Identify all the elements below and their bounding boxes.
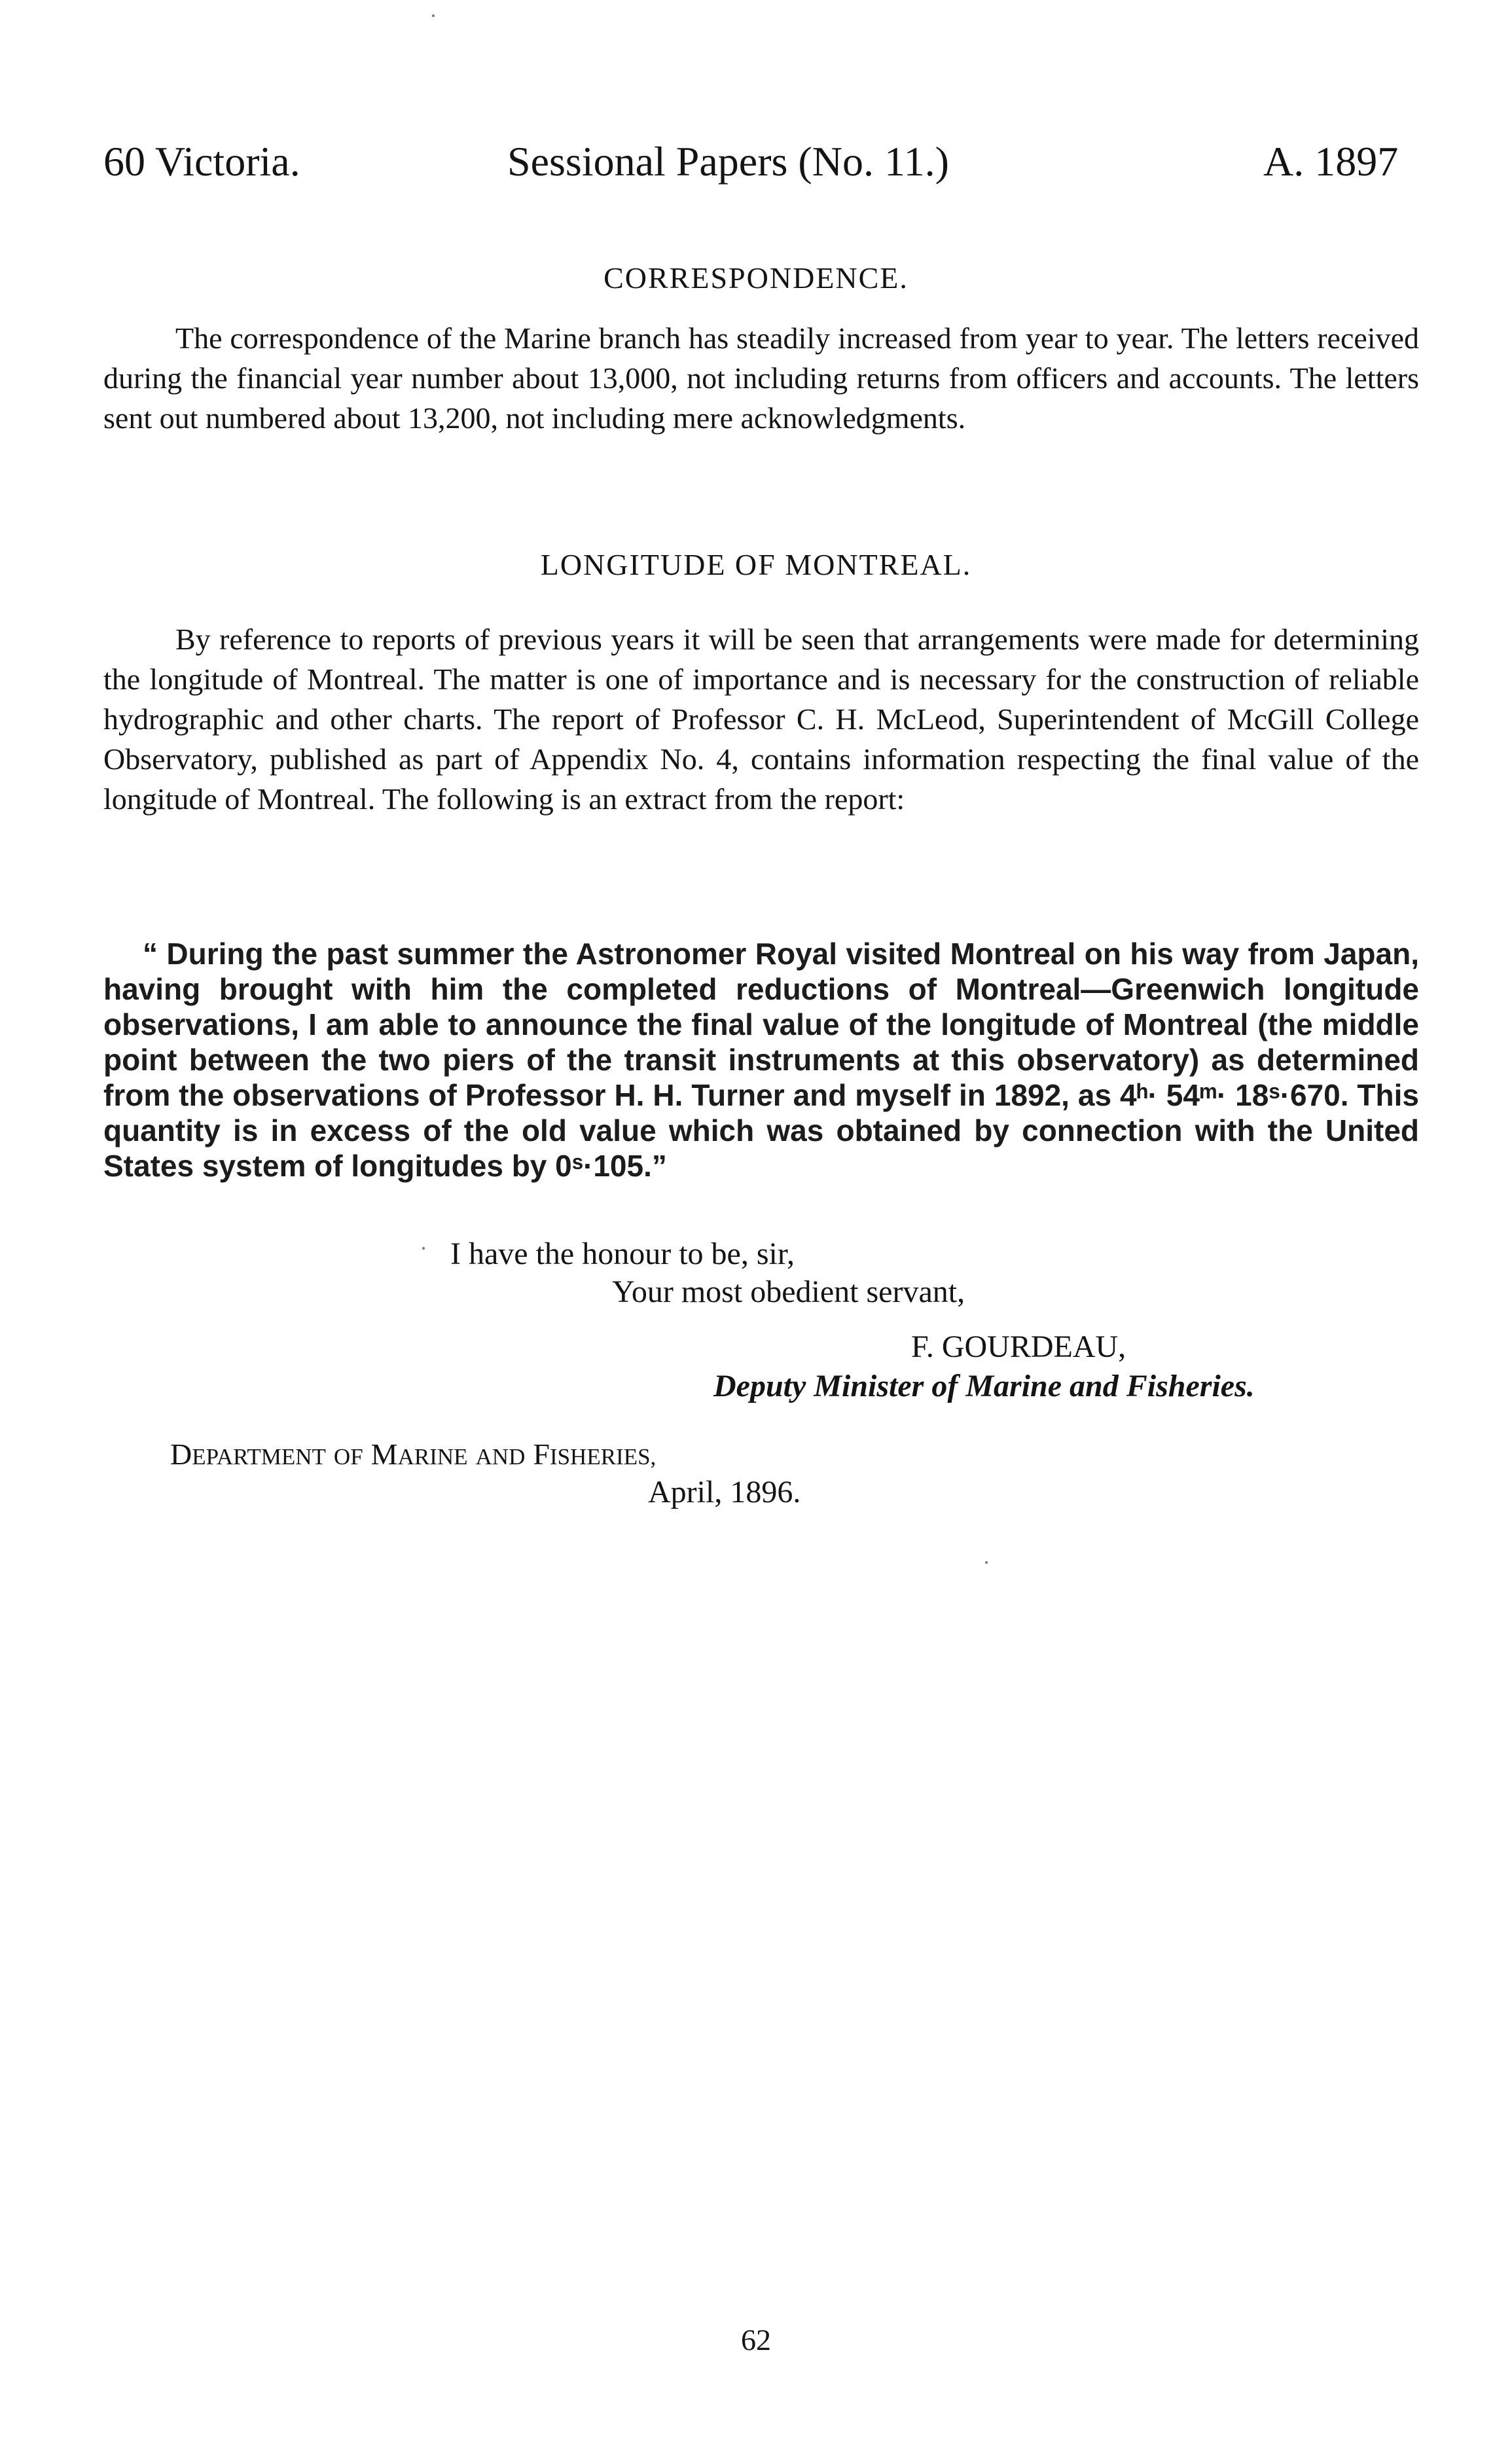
dept-word: DEPARTMENT [170,1437,326,1471]
dept-word: MARINE [370,1437,468,1471]
dept-word: AND [475,1444,526,1470]
dept-word: OF [333,1444,363,1470]
scan-speck [432,14,435,17]
paragraph-longitude [103,619,1419,819]
block-quote-text: “ During the past summer the Astronomer Royal visited Montreal on his way from Japan, having brought with him the completed reductions of Montreal—Greenwich longitude observations, I am able to announce the final value of the longitude of Montreal (the middle point between the two piers of the transit instruments at this observatory) as determined from the observations of Professor H. H. Turner and myself in 1892, as 4ʰ· 54ᵐ· 18ˢ·670. This quantity is in excess of the old value which was obtained by connection with the United States system of longitudes by 0ˢ·105.” [103,937,1419,1183]
page-number: 62 [741,2323,771,2357]
paragraph-longitude-text: By reference to reports of previous years it will be seen that arrangements were made for determining the longitude of Montreal. The matter is one of importance and is necessary for the construction of reliable hydrographic and other charts. The report of Professor C. H. McLeod, Superintendent of McGill College Observatory, published as part of Appendix No. 4, contains information respecting the final value of the longitude of Montreal. The following is an extract from the report: [103,623,1419,816]
signatory-title: Deputy Minister of Marine and Fisheries. [713,1369,1255,1403]
signatory-name: F. GOURDEAU, [911,1329,1126,1364]
heading-correspondence: CORRESPONDENCE. [603,261,909,295]
header-session: 60 Victoria. [103,138,300,185]
dept-word: FISHERIES, [533,1437,657,1471]
closing-line-2: Your most obedient servant, [612,1274,965,1309]
block-quote [103,936,1419,1183]
date-line: April, 1896. [648,1475,801,1509]
scan-speck [985,1561,988,1564]
paragraph-correspondence-text: The correspondence of the Marine branch has steadily increased from year to year. The letters received during the financial year number about 13,000, not including returns from officers and accounts. The letters sent out numbered about 13,200, not including mere acknowledgments. [103,321,1419,435]
heading-longitude: LONGITUDE OF MONTREAL. [540,548,972,581]
header-title: Sessional Papers (No. 11.) [507,138,949,185]
header-year: A. 1897 [1263,138,1399,185]
closing-line-1: I have the honour to be, sir, [450,1237,795,1271]
scan-speck [422,1247,425,1250]
department-line [170,1436,656,1472]
paragraph-correspondence [103,318,1419,438]
